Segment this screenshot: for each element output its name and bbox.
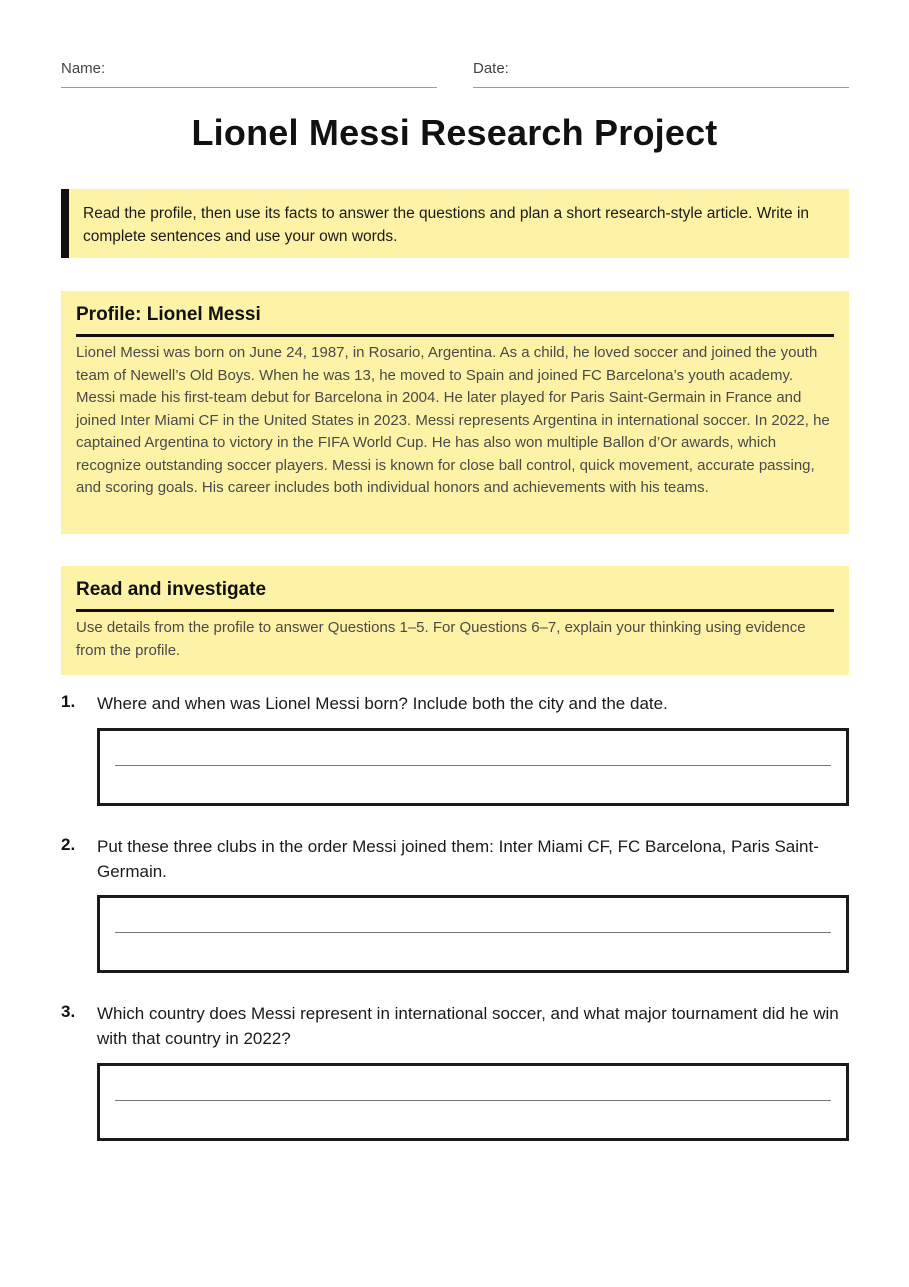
name-label: Name: (61, 60, 106, 77)
profile-panel (61, 291, 849, 534)
question-text: Where and when was Lionel Messi born? Include both the city and the date. (97, 694, 668, 713)
question-number: 3. (61, 1002, 76, 1021)
question-text: Which country does Messi represent in international soccer, and what major tournament did he win with that country in 2022? (97, 1004, 839, 1048)
answer-box[interactable] (97, 1063, 849, 1141)
question-number: 2. (61, 835, 76, 854)
student-info-fields (61, 60, 849, 88)
page-title: Lionel Messi Research Project (191, 112, 718, 153)
profile-text: Lionel Messi was born on June 24, 1987, in Rosario, Argentina. As a child, he loved soccer and joined the youth team of Newell’s Old Boys. When he was 13, he moved to Spain and joined FC Barcelona’s youth academy. Messi made his first-team debut for Barcelona in 2004. He later played for Paris Saint-Germain in France and joined Inter Miami CF in the United States in 2023. Messi represents Argentina in international soccer. In 2022, he captained Argentina to victory in the FIFA World Cup. He has also won multiple Ballon d’Or awards, which recognize outstanding soccer players. Messi is known for close ball control, quick movement, accurate passing, and scoring goals. His career includes both individual honors and achievements with his teams. (76, 344, 830, 496)
answer-line (115, 1100, 831, 1101)
question-number: 1. (61, 692, 76, 711)
answer-box[interactable] (97, 728, 849, 806)
answer-line (115, 765, 831, 766)
investigate-panel (61, 566, 849, 675)
answer-box[interactable] (97, 895, 849, 973)
question-text: Put these three clubs in the order Messi joined them: Inter Miami CF, FC Barcelona, Paris Saint-Germain. (97, 837, 819, 881)
instructions-callout: Read the profile, then use its facts to answer the questions and plan a short research-style article. Write in complete sentences and use your own words. (61, 189, 849, 258)
answer-line (115, 932, 831, 933)
date-label: Date: (473, 60, 509, 77)
date-field[interactable] (473, 60, 849, 88)
investigate-heading: Read and investigate (76, 566, 834, 612)
investigate-text: Use details from the profile to answer Questions 1–5. For Questions 6–7, explain your thinking using evidence from the profile. (76, 619, 806, 659)
profile-heading: Profile: Lionel Messi (76, 291, 834, 337)
name-field[interactable] (61, 60, 437, 88)
